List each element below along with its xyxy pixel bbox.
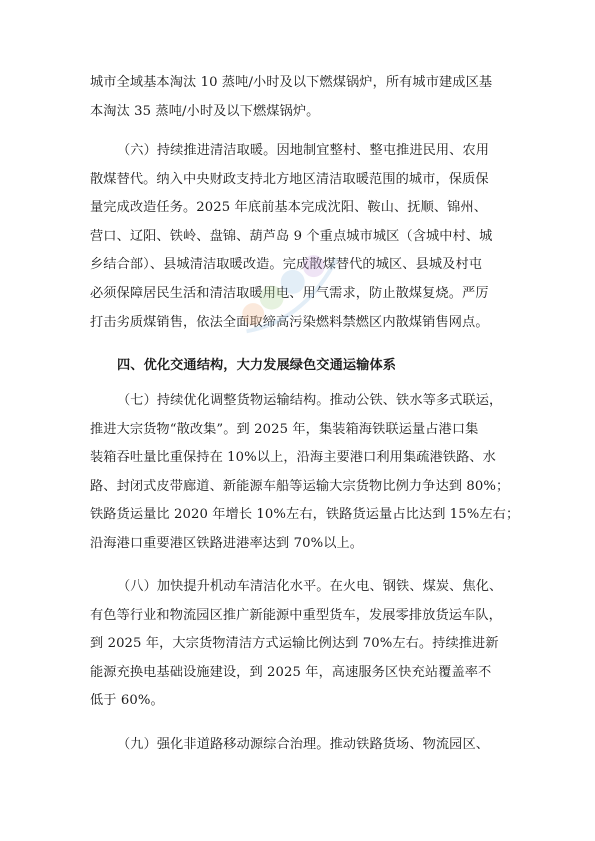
text-line: 城市全域基本淘汰 10 蒸吨/小时及以下燃煤锅炉，所有城市建成区基 [90,75,493,90]
text-line: 打击劣质煤销售，依法全面取缔高污染燃料禁燃区内散煤销售网点。 [90,314,489,330]
text-line: （六）持续推进清洁取暖。因地制宜整村、整屯推进民用、农用 [117,143,490,158]
section-heading [90,352,505,381]
text-line: 有色等行业和物流园区推广新能源中重型货车，发展零排放货运车队， [90,607,502,623]
text-line: 装箱吞吐量比重保持在 10%以上，沿海主要港口利用集疏港铁路、水 [90,450,496,466]
paragraph-clean-heating [90,137,505,366]
paragraph-vehicle-cleaning [90,573,505,716]
text-line: 量完成改造任务。2025 年底前基本完成沈阳、鞍山、抚顺、锦州、 [90,200,488,216]
heading-text: 四、优化交通结构，大力发展绿色交通运输体系 [117,358,397,373]
text-line: （八）加快提升机动车清洁化水平。在火电、钢铁、煤炭、焦化、 [117,579,503,594]
text-line: 沿海港口重要港区铁路进港率达到 70%以上。 [90,535,364,551]
text-line: 必须保障居民生活和清洁取暖用电、用气需求，防止散煤复烧。严厉 [90,285,489,301]
text-line: 能源充换电基础设施建设，到 2025 年，高速服务区快充站覆盖率不 [90,664,492,680]
paragraph-continuation [90,69,505,126]
paragraph-freight-structure [90,387,520,559]
text-line: （七）持续优化调整货物运输结构。推动公铁、铁水等多式联运， [117,393,503,408]
text-line: 推进大宗货物“散改集”。到 2025 年，集装箱海铁联运量占港口集 [90,421,479,437]
text-line: （九）强化非道路移动源综合治理。推动铁路货场、物流园区、 [117,737,490,752]
text-line: 本淘汰 35 蒸吨/小时及以下燃煤锅炉。 [90,103,320,119]
text-line: 路、封闭式皮带廊道、新能源车船等运输大宗货物比例力争达到 80%； [90,478,510,494]
text-line: 营口、辽阳、铁岭、盘锦、葫芦岛 9 个重点城市城区（含城中村、城 [90,228,493,244]
text-line: 乡结合部）、县城清洁取暖改造。完成散煤替代的城区、县城及村屯 [90,257,483,273]
text-line: 铁路货运量比 2020 年增长 10%左右，铁路货运量占比达到 15%左右； [90,507,520,523]
paragraph-nonroad-mobile [90,731,505,760]
text-line: 到 2025 年，大宗货物清洁方式运输比例达到 70%左右。持续推进新 [90,636,499,652]
text-line: 散煤替代。纳入中央财政支持北方地区清洁取暖范围的城市，保质保 [90,171,489,187]
text-line: 低于 60%。 [90,693,164,709]
